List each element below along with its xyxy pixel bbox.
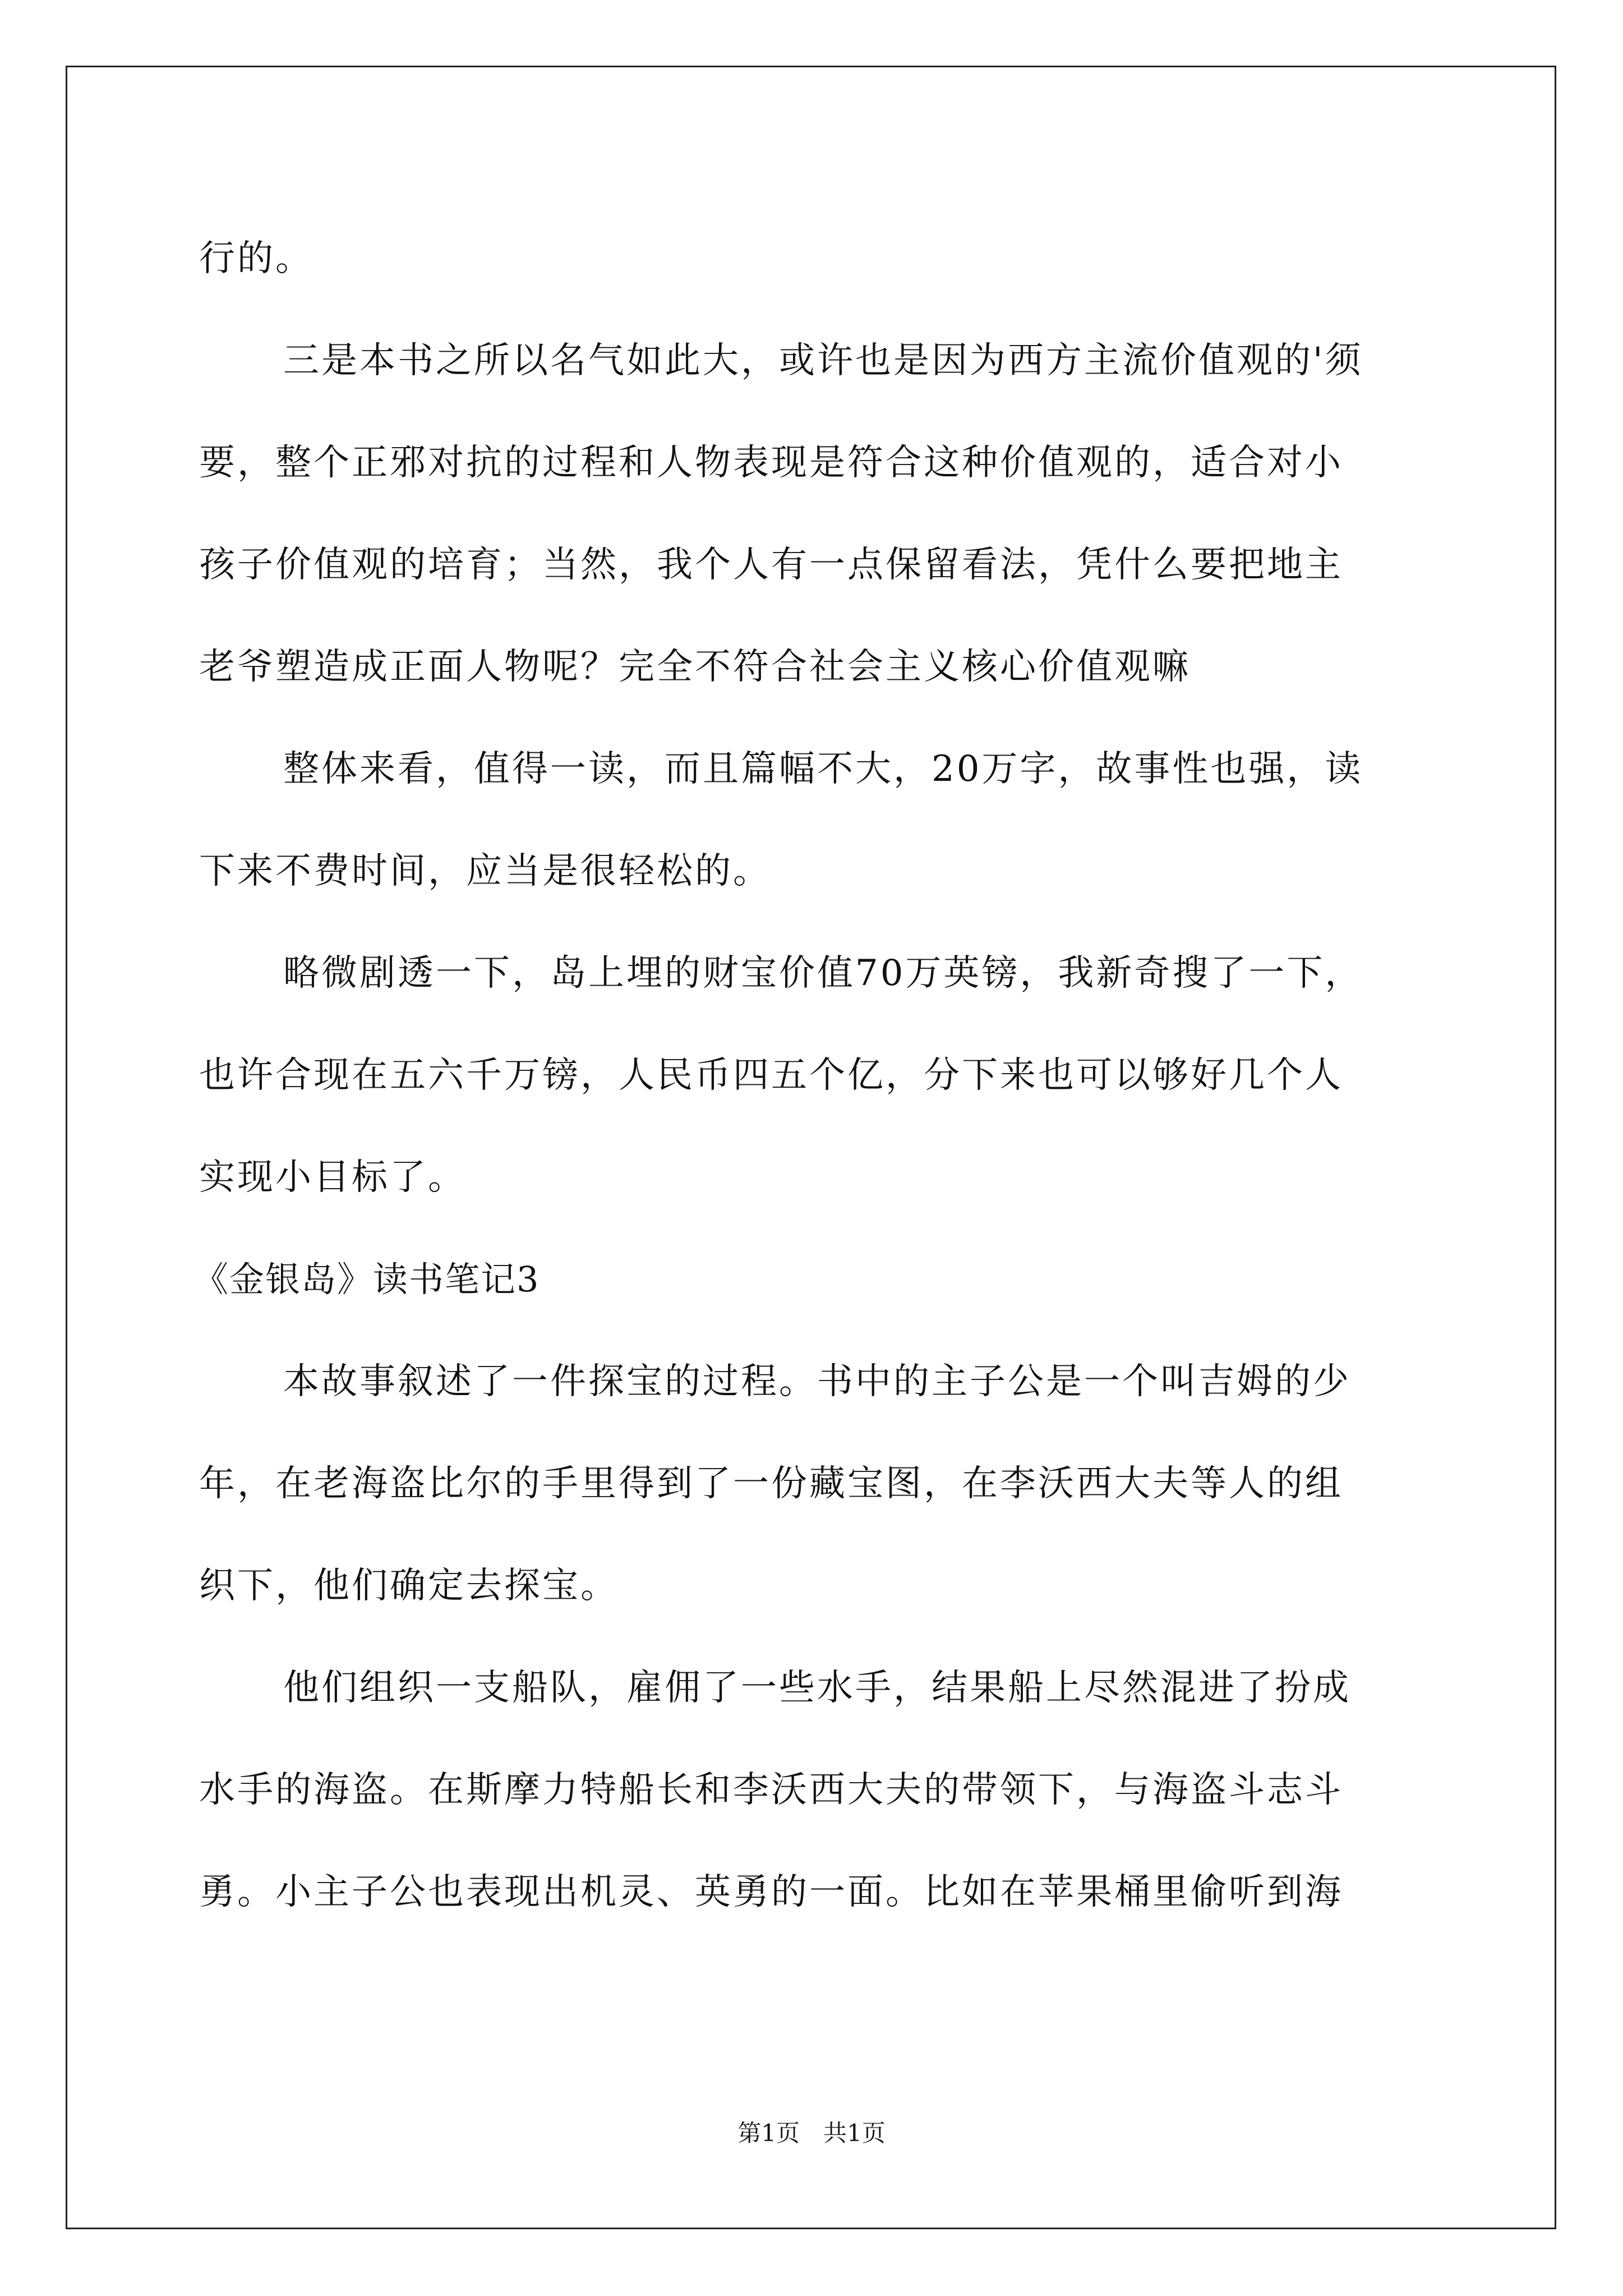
paragraph-line: 略微剧透一下，岛上埋的财宝价值70万英镑，我新奇搜了一下， — [283, 953, 1363, 994]
paragraph-line: 下来不费时间，应当是很轻松的。 — [199, 850, 771, 892]
paragraph-line: 也许合现在五六千万镑，人民币四五个亿，分下来也可以够好几个人 — [199, 1055, 1343, 1096]
paragraph-line: 行的。 — [199, 238, 313, 279]
section-heading: 《金银岛》读书笔记3 — [193, 1259, 540, 1300]
paragraph-line: 要，整个正邪对抗的过程和人物表现是符合这种价值观的，适合对小 — [199, 442, 1343, 484]
paragraph-line: 织下，他们确定去探宝。 — [199, 1565, 619, 1607]
paragraph-line: 老爷塑造成正面人物呢？完全不符合社会主义核心价值观嘛 — [199, 646, 1191, 688]
paragraph-line: 年，在老海盗比尔的手里得到了一份藏宝图，在李沃西大夫等人的组 — [199, 1463, 1343, 1504]
paragraph-line: 他们组织一支船队，雇佣了一些水手，结果船上尽然混进了扮成 — [283, 1667, 1351, 1709]
paragraph-line: 孩子价值观的培育；当然，我个人有一点保留看法，凭什么要把地主 — [199, 544, 1343, 586]
paragraph-line: 整体来看，值得一读，而且篇幅不大，20万字，故事性也强，读 — [283, 748, 1363, 790]
paragraph-line: 实现小目标了。 — [199, 1157, 466, 1198]
paragraph-line: 勇。小主子公也表现出机灵、英勇的一面。比如在苹果桶里偷听到海 — [199, 1871, 1343, 1913]
document-body — [193, 208, 1422, 1943]
paragraph-line: 三是本书之所以名气如此大，或许也是因为西方主流价值观的'须 — [283, 340, 1363, 381]
paragraph-line: 本故事叙述了一件探宝的过程。书中的主子公是一个叫吉姆的少 — [283, 1361, 1351, 1402]
paragraph-line: 水手的海盗。在斯摩力特船长和李沃西大夫的带领下，与海盗斗志斗 — [199, 1769, 1343, 1811]
page-footer: 第1页 共1页 — [737, 2119, 886, 2147]
